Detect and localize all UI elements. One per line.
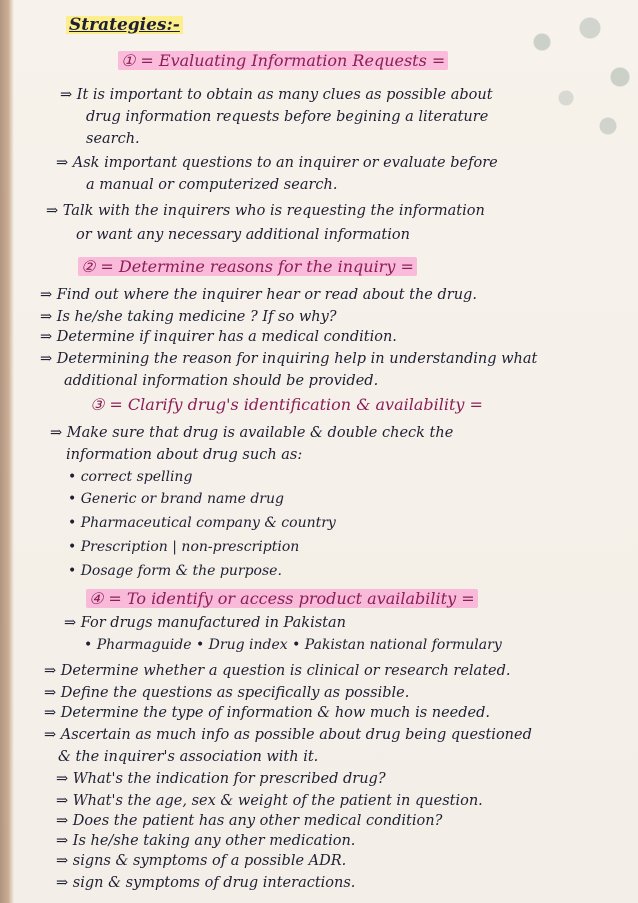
section-4-heading: ④ = To identify or access product availability = (86, 590, 478, 608)
text-line: ⇒ Talk with the inquirers who is requesting the information (46, 203, 485, 219)
text-line: additional information should be provided. (64, 373, 379, 389)
section-1-heading: ① = Evaluating Information Requests = (118, 52, 448, 70)
text-line: ⇒ Define the questions as specifically as possible. (44, 685, 410, 701)
text-line: ⇒ It is important to obtain as many clues as possible about (60, 87, 493, 103)
page-title: Strategies:- (66, 16, 183, 34)
text-line: or want any necessary additional information (76, 227, 410, 243)
text-line: ⇒ Is he/she taking any other medication. (56, 833, 356, 849)
text-line: & the inquirer's association with it. (58, 749, 319, 765)
text-line: ⇒ sign & symptoms of drug interactions. (56, 875, 356, 891)
section-2-heading: ② = Determine reasons for the inquiry = (78, 258, 417, 276)
text-line: ⇒ signs & symptoms of a possible ADR. (56, 853, 347, 869)
text-line: ⇒ Determine if inquirer has a medical condition. (40, 329, 397, 345)
text-line: ⇒ Ask important questions to an inquirer or evaluate before (56, 155, 498, 171)
text-line: drug information requests before begining a literature (86, 109, 489, 125)
text-line: ⇒ Is he/she taking medicine ? If so why? (40, 309, 337, 325)
text-line: ⇒ For drugs manufactured in Pakistan (64, 615, 346, 631)
list-item: • Generic or brand name drug (68, 491, 284, 507)
text-line: ⇒ Make sure that drug is available & double check the (50, 425, 454, 441)
text-line: ⇒ Does the patient has any other medical condition? (56, 813, 443, 829)
text-line: ⇒ Find out where the inquirer hear or read about the drug. (40, 287, 477, 303)
text-line: search. (86, 131, 140, 147)
list-item: • Pharmaguide • Drug index • Pakistan national formulary (84, 637, 502, 653)
text-line: a manual or computerized search. (86, 177, 338, 193)
list-item: • Dosage form & the purpose. (68, 563, 282, 579)
list-item: • correct spelling (68, 469, 193, 485)
list-item: • Prescription | non-prescription (68, 539, 300, 555)
list-item: • Pharmaceutical company & country (68, 515, 336, 531)
text-line: ⇒ What's the indication for prescribed drug? (56, 771, 386, 787)
text-line: ⇒ What's the age, sex & weight of the patient in question. (56, 793, 483, 809)
text-line: information about drug such as: (66, 447, 303, 463)
text-line: ⇒ Determining the reason for inquiring help in understanding what (40, 351, 538, 367)
page-edge-shadow (0, 0, 14, 903)
text-line: ⇒ Determine whether a question is clinical or research related. (44, 663, 511, 679)
text-line: ⇒ Ascertain as much info as possible about drug being questioned (44, 727, 532, 743)
corner-decoration (518, 0, 638, 140)
text-line: ⇒ Determine the type of information & how much is needed. (44, 705, 491, 721)
section-3-heading: ③ = Clarify drug's identification & availability = (90, 395, 483, 414)
